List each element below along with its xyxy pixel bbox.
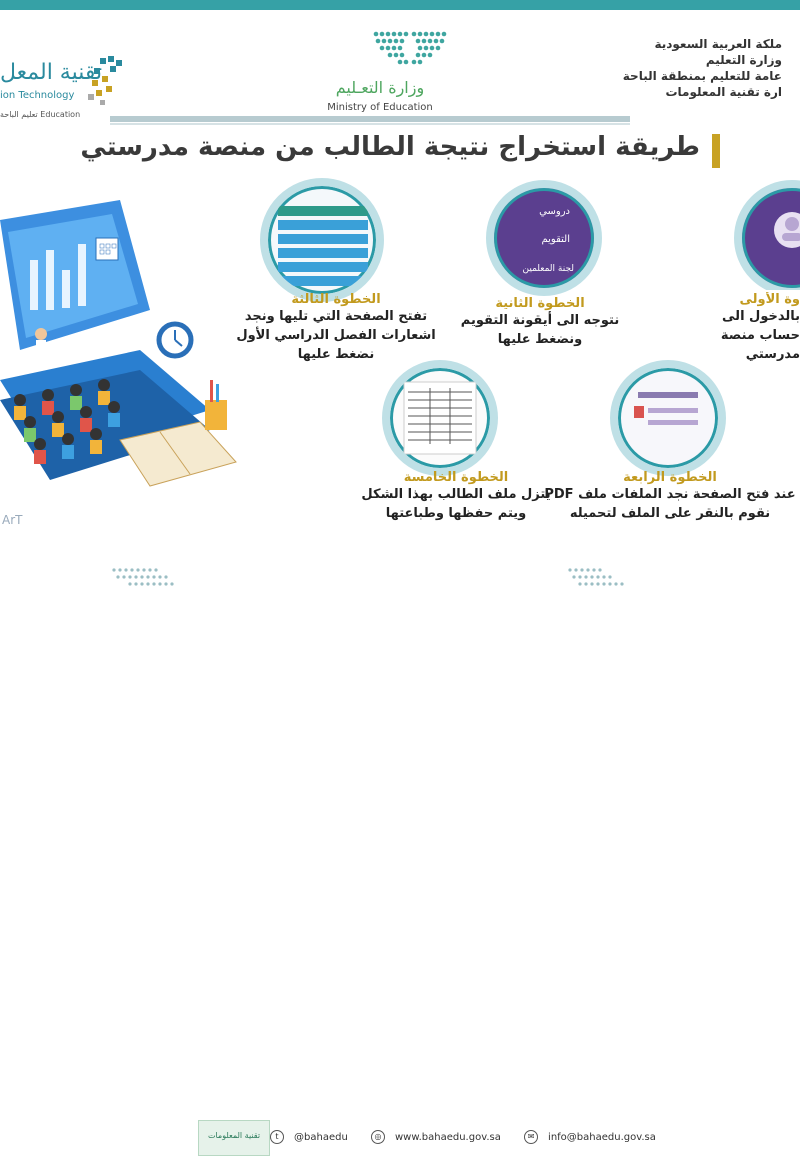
step-five [376, 360, 496, 470]
it-department-logo [0, 34, 140, 119]
ministry-line-1: ملكة العربية السعودية [654, 37, 782, 51]
step-two-caption [460, 296, 620, 349]
footer-dots-right-icon [566, 566, 646, 588]
email-contact[interactable] [524, 1132, 666, 1143]
step-five-text: يتزل ملف الطالب بهذا الشكل ويتم حفظها وطباعتها [361, 487, 551, 521]
step-one [728, 180, 800, 290]
email-address: info@bahaedu.gov.sa [548, 1132, 656, 1143]
website-url: www.bahaedu.gov.sa [394, 1132, 501, 1143]
step-three-text: تفتح الصفحة التي تليها ونجد اشعارات الفصل الدراسي الأول نضغط عليها [236, 309, 436, 362]
website-contact[interactable] [371, 1132, 511, 1143]
step-four-screenshot [610, 360, 726, 476]
step-four-text: عند فتح الصفحة نجد الملفات ملف PDF نقوم بالنقر على الملف لتحميله [544, 487, 796, 521]
step-three-list-icon [268, 186, 376, 294]
step-five-screenshot [382, 360, 498, 476]
ministry-line-4: ارة تقنية المعلومات [665, 85, 782, 99]
step-two-menu-3: لجنة المعلمين [522, 264, 574, 274]
step-two-menu-1: دروسي [539, 206, 570, 217]
twitter-contact[interactable] [270, 1132, 358, 1143]
header-divider [110, 116, 630, 122]
globe-icon: ◎ [371, 1130, 385, 1144]
step-three-title: الخطوة الثالثة [291, 292, 381, 307]
it-english-name: ion Technology [0, 90, 75, 101]
step-two [480, 180, 610, 290]
step-two-menu-2: التقويم [541, 234, 570, 245]
step-one-screenshot [734, 180, 800, 290]
step-two-title: الخطوة الثانية [495, 296, 585, 311]
it-arabic-name: تقنية المعل [0, 60, 103, 85]
step-two-text: نتوجه الى أيقونة التقويم ونضغط عليها [460, 313, 620, 347]
step-four-title: الخطوة الرابعة [623, 470, 717, 485]
art-label: ArT [2, 513, 23, 527]
step-five-document-icon [390, 368, 490, 468]
step-four-pdf-list-icon [618, 368, 718, 468]
mail-icon: ✉ [524, 1130, 538, 1144]
title-accent-bar [712, 134, 720, 168]
step-one-title: وة الأولى [739, 292, 800, 307]
twitter-icon: t [270, 1130, 284, 1144]
step-one-caption [680, 292, 800, 364]
ministry-line-3: عامة للتعليم بمنطقة الباحة [622, 69, 782, 83]
moe-english-name: Ministry of Education [327, 102, 433, 113]
user-avatar-icon [742, 188, 800, 288]
step-four-caption [540, 470, 800, 523]
ministry-text-block [623, 36, 782, 100]
step-three-caption [236, 292, 436, 364]
footer-logo-text: تقنية المعلومات [207, 1131, 261, 1140]
footer-dots-left-icon [110, 566, 190, 588]
footer-it-logo [198, 1120, 270, 1156]
header [0, 10, 800, 119]
twitter-handle: @bahaedu [294, 1132, 348, 1143]
ministry-logo-dots-icon [370, 28, 450, 66]
ministry-logo [320, 28, 440, 118]
ministry-line-2: وزارة التعليم [705, 53, 782, 67]
moe-arabic-name: وزارة التعـليم [335, 78, 425, 97]
step-five-title: الخطوة الخامسة [403, 470, 509, 485]
it-subtitle: تعليم الباحة Education [0, 110, 81, 119]
header-divider-shadow [110, 123, 630, 125]
page-title: طريقة استخراج نتيجة الطالب من منصة مدرستي [80, 132, 700, 162]
contact-links [270, 1130, 676, 1144]
step-three-screenshot [260, 178, 384, 302]
top-accent-bar [0, 0, 800, 10]
step-four [604, 360, 724, 470]
step-five-caption [356, 470, 556, 523]
step-one-text: بالدخول الى حساب منصة مدرستي [720, 309, 800, 362]
title-block [60, 130, 720, 174]
footer [0, 560, 800, 1143]
step-two-screenshot [486, 180, 602, 296]
classroom-illustration [0, 200, 240, 530]
